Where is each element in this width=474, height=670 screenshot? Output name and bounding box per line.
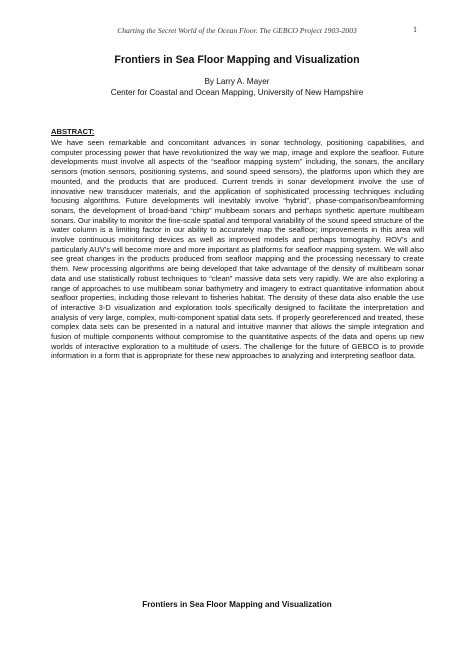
abstract-body: We have seen remarkable and concomitant advances in sonar technology, positioning capabilities, and computer processing power that have revolutionized the way we map, image and explore the seafloor. Future developments must involve all aspects of the “seafloor mapping system” including, the sonars, the ancillary sensors (motion sensors, positioning systems, and sound speed sensors), the platforms upon which they are mounted, and the products that are produced. Current trends in sonar development involve the use of innovative new transducer materials, and the application of sophisticated processing techniques including focusing algorithms. Future developments will inevitably involve “hybrid”, phase-comparison/beamforming sonars, the development of broad-band “chirp” multibeam sonars and perhaps synthetic aperture multibeam sonars. Our inability to monitor the fine-scale spatial and temporal variability of the sound speed structure of the water column is a limiting factor in our ability to accurately map the seafloor; improvements in this area will involve continuous monitoring devices as well as improved models and perhaps tomography. ROV’s and particularly AUV’s will become more and more important as platforms for seafloor mapping system. We will also see great changes in the products produced from seafloor mapping and the processing necessary to create them. New processing algorithms are being developed that take advantage of the density of multibeam sonar data and use statistically robust techniques to “clean” massive data sets very rapidly. We are also exploring a range of approaches to use multibeam sonar bathymetry and imagery to extract quantitative information about seafloor properties, including those relevant to fisheries habitat. The density of these data also enable the use of interactive 3-D visualization and exploration tools specifically designed to facilitate the interpretation and analysis of very large, complex, multi-component spatial data sets. If properly georeferenced and treated, these complex data sets can be presented in a natural and intuitive manner that allows the simple integration and fusion of multiple components without compromise to the quantitative aspects of the data and opens up new worlds of interactive exploration to a multitude of users. The challenge for the future of GEBCO is to provide information in a form that is appropriate for these new approaches to analyzing and interpreting seafloor data. — [51, 138, 424, 361]
running-footer: Frontiers in Sea Floor Mapping and Visualization — [142, 600, 332, 609]
author-line: By Larry A. Mayer — [204, 77, 270, 86]
page-number: 1 — [413, 25, 417, 34]
paper-title: Frontiers in Sea Floor Mapping and Visualization — [114, 54, 360, 66]
running-header: Charting the Secret World of the Ocean Floor. The GEBCO Project 1903-2003 — [117, 26, 357, 35]
affiliation-line: Center for Coastal and Ocean Mapping, University of New Hampshire — [110, 88, 364, 97]
abstract-heading: ABSTRACT: — [51, 127, 95, 136]
